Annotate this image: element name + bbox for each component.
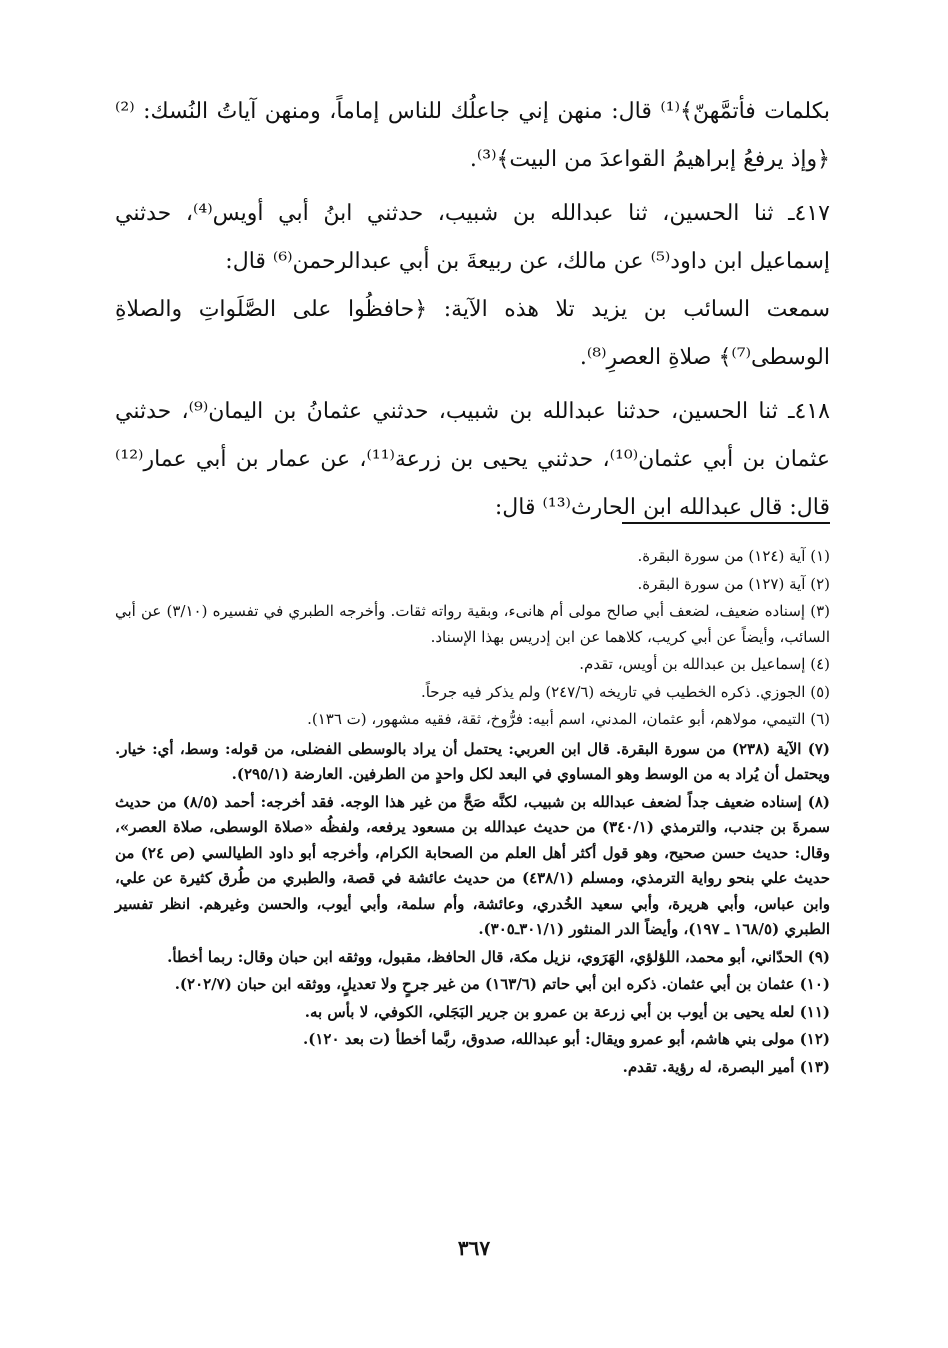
footnotes xyxy=(115,544,830,1082)
paragraph-verse-explanation: بكلمات فأتمَّهنّ﴾⁽¹⁾ قال: منهن إني جاعلُك للناس إماماً، ومنهن آياتُ النُسك: ⁽²⁾﴿وإذ يرفعُ إبراهيمُ القواعدَ من البيت﴾⁽³⁾. xyxy=(115,99,830,172)
page-number: ٣٦٧ xyxy=(457,1236,491,1260)
paragraph-hadith-417-text: سمعت السائب بن يزيد تلا هذه الآية: ﴿حافظُوا على الصَّلَواتِ والصلاةِ الوسطى⁽⁷⁾﴾ صلاةِ العصرِ⁽⁸⁾. xyxy=(115,297,830,370)
footnote-4: (٤) إسماعيل بن عبدالله بن أويس، تقدم. xyxy=(579,655,830,673)
footnote-2: (٢) آية (١٢٧) من سورة البقرة. xyxy=(637,574,830,593)
footnote-8: (٨) إسناده ضعيف جداً لضعف عبدالله بن شبيب، لكنَّه صَحَّ من غير هذا الوجه. فقد أخرجه: أحمد (٨/٥) من حديث سمرةَ بن جندب، والترمذي (٣٤٠/١) من حديث عبدالله بن مسعود يرفعه، ولفظُه «صلاة الوسطى، صلاة العصر»، وقال: حديث حسن صحيح، وهو قول أكثر أهل العلم من الصحابة الكرام، وأخرجه أبو داود الطيالسي (ص ٢٤) من حديث علي بنحو رواية الترمذي، ومسلم (٤٣٨/١) من حديث عائشة في قصة، والطبري من طُرق كثيرة عن علي، وابن عباس، وأبي هريرة، وأبي سعيد الخُدري، وعائشة، وأم سلمة، وأبي أيوب، والحسن وغيرهم. انظر تفسير الطبري (١٦٨/٥ ـ ١٩٧)، وأيضاً الدر المنثور (٣٠١/١ـ٣٠٥). xyxy=(115,792,830,938)
footnote-6: (٦) التيمي، مولاهم، أبو عثمان، المدني، اسم أبيه: فرُّوخ، ثقة، فقيه مشهور، (ت ١٣٦). xyxy=(307,710,830,728)
paragraph-hadith-418: ٤١٨ـ ثنا الحسين، حدثنا عبدالله بن شبيب، حدثني عثمانُ بن اليمان⁽⁹⁾، حدثني عثمان بن أبي عثمان⁽¹⁰⁾، حدثني يحيى بن زرعة⁽¹¹⁾، عن عمار بن أبي عمار⁽¹²⁾ قال: قال عبدالله ابن الحارث⁽¹³⁾ قال: xyxy=(115,399,830,520)
footnote-12: (١٢) مولى بني هاشم، أبو عمرو ويقال: أبو عبدالله، صدوق، ربَّما أخطأ (ت بعد ١٢٠). xyxy=(303,1030,830,1048)
footnote-7: (٧) الآية (٢٣٨) من سورة البقرة. قال ابن العربي: يحتمل أن يراد بالوسطى الفضلى، من قوله: وسط، أي: خيار. ويحتمل أن يُراد به من الوسط وهو المساوي في البعد لكل واحدٍ من الطرفين. العارضة (٢٩٥/١). xyxy=(115,739,830,783)
footnote-separator xyxy=(622,522,830,524)
footnote-9: (٩) الحدّاني، أبو محمد، اللؤلؤي، الهَرَوي، نزيل مكة، قال الحافظ، مقبول، ووثقه ابن حبان وقال: ربما أخطأ. xyxy=(167,947,830,966)
paragraph-hadith-417-chain: ٤١٧ـ ثنا الحسين، ثنا عبدالله بن شبيب، حدثني ابنُ أبي أويس⁽⁴⁾، حدثني إسماعيل ابن داود⁽⁵⁾ عن مالك، عن ربيعةَ بن أبي عبدالرحمن⁽⁶⁾ قال: xyxy=(115,201,830,274)
main-text xyxy=(115,88,830,532)
footnote-5: (٥) الجوزي. ذكره الخطيب في تاريخه (٢٤٧/٦) ولم يذكر فيه جرحاً. xyxy=(420,682,830,701)
footnote-3: (٣) إسناده ضعيف، لضعف أبي صالح مولى أم هانىء، وبقية رواته ثقات. وأخرجه الطبري في تفسيره (٣/١٠) عن أبي السائب، وأيضاً عن أبي كريب، كلاهما عن ابن إدريس بهذا الإسناد. xyxy=(115,602,830,646)
footnote-1: (١) آية (١٢٤) من سورة البقرة. xyxy=(637,547,830,565)
footnote-10: (١٠) عثمان بن أبي عثمان. ذكره ابن أبي حاتم (١٦٣/٦) من غير جرحٍ ولا تعديلٍ، ووثقه ابن حبان (٢٠٢/٧). xyxy=(174,975,830,993)
footnote-11: (١١) لعله يحيى بن أيوب بن أبي زرعة بن عمرو بن جرير البَجَلي، الكوفي، لا بأس به. xyxy=(304,1002,830,1021)
footnote-13: (١٣) أمير البصرة، له رؤية. تقدم. xyxy=(622,1057,830,1076)
